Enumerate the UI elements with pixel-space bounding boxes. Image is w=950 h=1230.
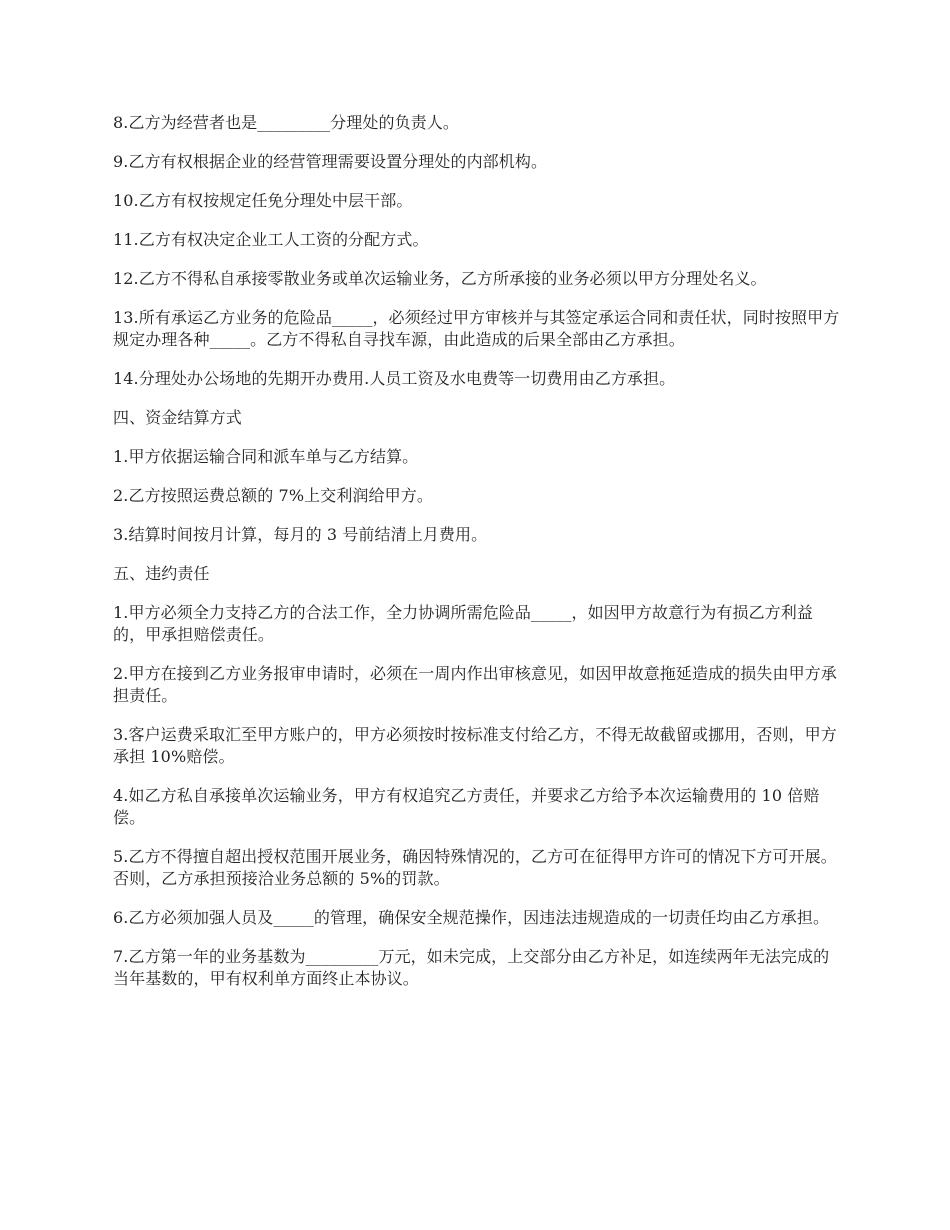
section-heading-settlement: 四、资金结算方式 [113, 408, 242, 427]
clause-12-private-business: 12.乙方不得私自承接零散业务或单次运输业务，乙方所承接的业务必须以甲方分理处名义。 [113, 269, 767, 288]
settlement-item-3: 3.结算时间按月计算，每月的 3 号前结清上月费用。 [113, 525, 488, 544]
liability-item-2: 2.甲方在接到乙方业务报审申请时，必须在一周内作出审核意见，如因甲故意拖延造成的损失由甲方承担责任。 [113, 664, 837, 705]
liability-item-5: 5.乙方不得擅自超出授权范围开展业务，确因特殊情况的，乙方可在征得甲方许可的情况下方可开展。否则，乙方承担预接洽业务总额的 5%的罚款。 [113, 847, 837, 888]
liability-item-6: 6.乙方必须加强人员及_____的管理，确保安全规范操作，因违法违规造成的一切责任均由乙方承担。 [113, 908, 830, 927]
clause-13-dangerous-goods: 13.所有承运乙方业务的危险品_____，必须经过甲方审核并与其签定承运合同和责任状，同时按照甲方规定办理各种_____。乙方不得私自寻找车源，由此造成的后果全部由乙方承担。 [113, 308, 840, 349]
liability-item-3: 3.客户运费采取汇至甲方账户的，甲方必须按时按标准支付给乙方，不得无故截留或挪用，否则，甲方承担 10%赔偿。 [113, 725, 837, 766]
clause-11-wage-distribution: 11.乙方有权决定企业工人工资的分配方式。 [113, 230, 429, 249]
clause-8-manager: 8.乙方为经营者也是_________分理处的负责人。 [113, 113, 459, 132]
document-body [113, 112, 845, 1007]
liability-item-1: 1.甲方必须全力支持乙方的合法工作，全力协调所需危险品_____，如因甲方故意行为有损乙方利益的，甲承担赔偿责任。 [113, 603, 813, 644]
liability-item-4: 4.如乙方私自承接单次运输业务，甲方有权追究乙方责任，并要求乙方给予本次运输费用的 10 倍赔偿。 [113, 786, 820, 827]
clause-9-internal-structure: 9.乙方有权根据企业的经营管理需要设置分理处的内部机构。 [113, 152, 548, 171]
settlement-item-2: 2.乙方按照运费总额的 7%上交利润给甲方。 [113, 486, 433, 505]
liability-item-7: 7.乙方第一年的业务基数为_________万元，如未完成，上交部分由乙方补足，如连续两年无法完成的当年基数的，甲有权利单方面终止本协议。 [113, 947, 830, 988]
clause-10-appoint-cadres: 10.乙方有权按规定任免分理处中层干部。 [113, 191, 413, 210]
section-heading-liability: 五、违约责任 [113, 564, 210, 583]
settlement-item-1: 1.甲方依据运输合同和派车单与乙方结算。 [113, 447, 419, 466]
clause-14-office-costs: 14.分理处办公场地的先期开办费用.人员工资及水电费等一切费用由乙方承担。 [113, 369, 676, 388]
